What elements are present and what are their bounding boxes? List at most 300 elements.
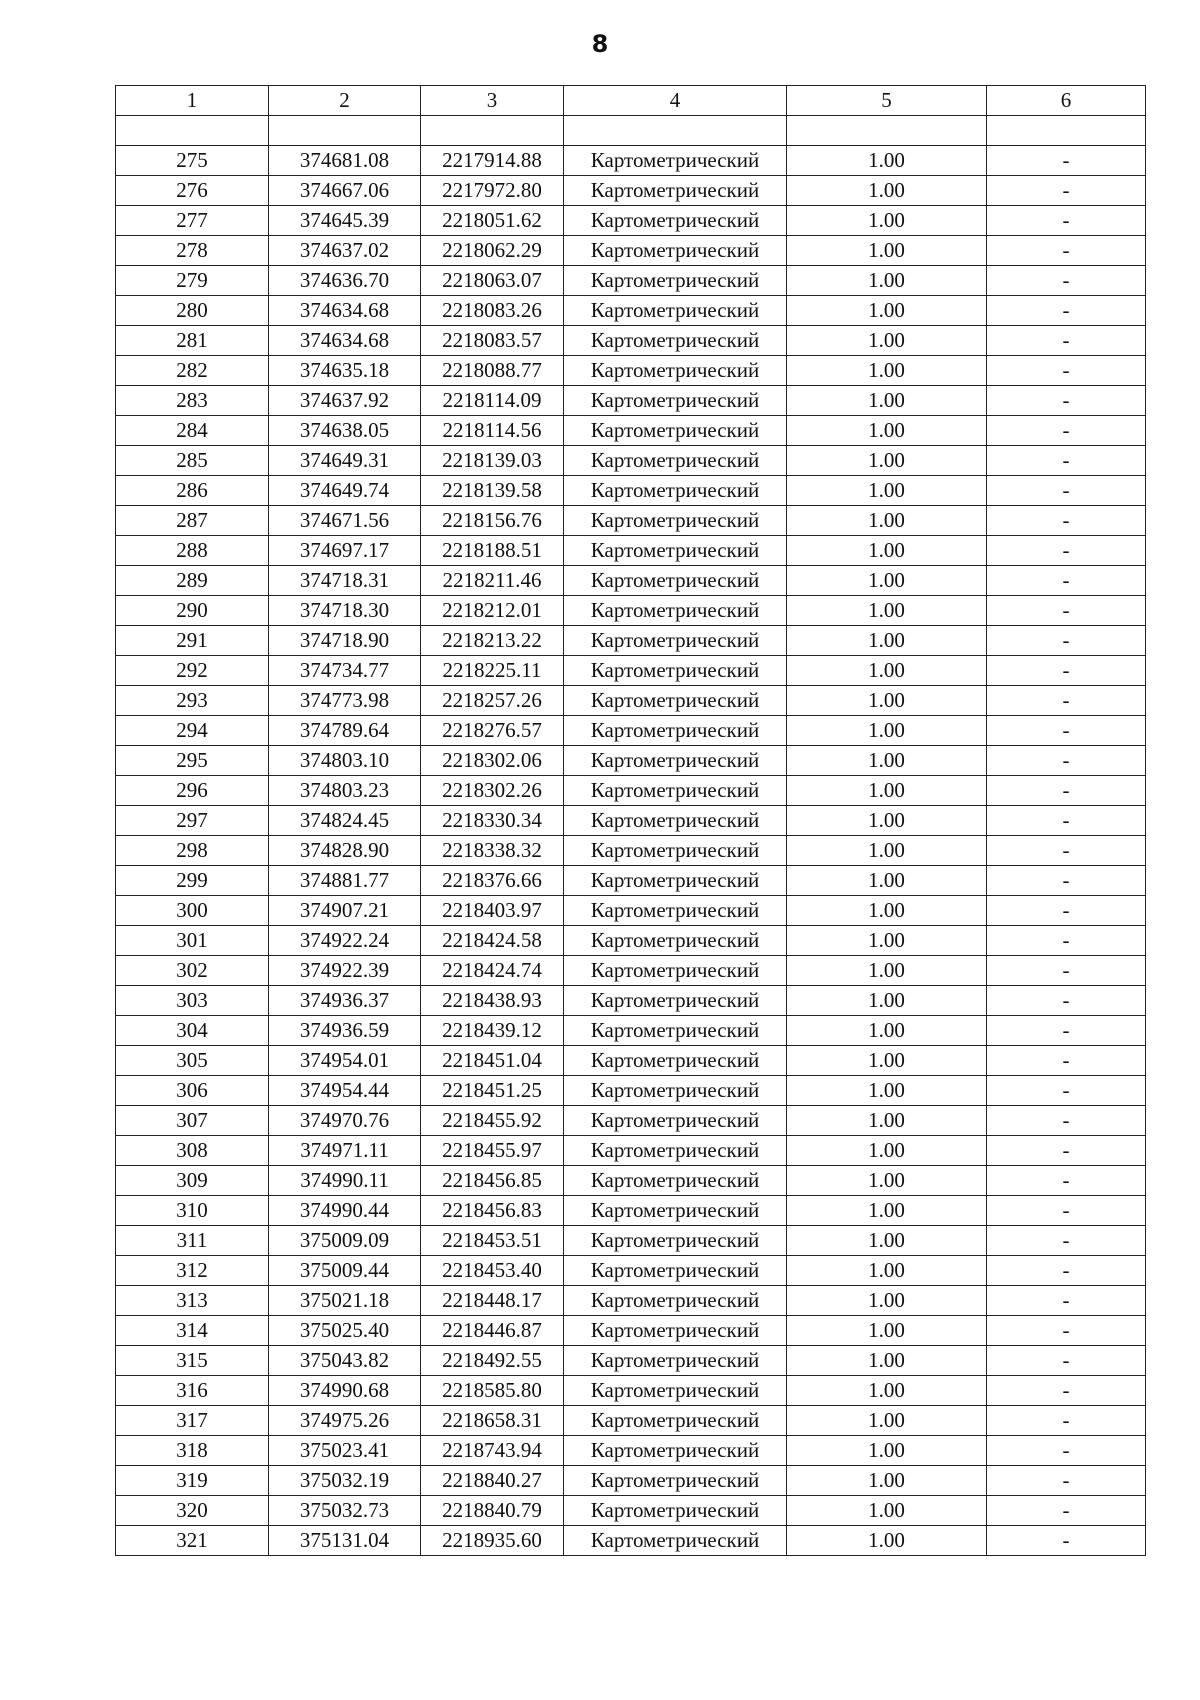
- x-coordinate-cell: 374803.10: [269, 746, 421, 776]
- x-coordinate-cell: 374634.68: [269, 326, 421, 356]
- point-number-cell: 275: [116, 146, 269, 176]
- x-coordinate-cell: 374922.24: [269, 926, 421, 956]
- accuracy-cell: 1.00: [787, 1436, 987, 1466]
- x-coordinate-cell: 374907.21: [269, 896, 421, 926]
- empty-row: [116, 116, 1146, 146]
- y-coordinate-cell: 2218212.01: [421, 596, 564, 626]
- description-cell: -: [987, 236, 1146, 266]
- accuracy-cell: 1.00: [787, 716, 987, 746]
- description-cell: -: [987, 956, 1146, 986]
- empty-cell: [787, 116, 987, 146]
- method-cell: Картометрический: [564, 446, 787, 476]
- x-coordinate-cell: 374649.74: [269, 476, 421, 506]
- accuracy-cell: 1.00: [787, 1046, 987, 1076]
- method-cell: Картометрический: [564, 1016, 787, 1046]
- empty-cell: [987, 116, 1146, 146]
- description-cell: -: [987, 746, 1146, 776]
- y-coordinate-cell: 2218051.62: [421, 206, 564, 236]
- table-row: [116, 1376, 1146, 1406]
- x-coordinate-cell: 374936.59: [269, 1016, 421, 1046]
- point-number-cell: 278: [116, 236, 269, 266]
- accuracy-cell: 1.00: [787, 206, 987, 236]
- method-cell: Картометрический: [564, 506, 787, 536]
- point-number-cell: 299: [116, 866, 269, 896]
- description-cell: -: [987, 1016, 1146, 1046]
- x-coordinate-cell: 374734.77: [269, 656, 421, 686]
- method-cell: Картометрический: [564, 596, 787, 626]
- point-number-cell: 288: [116, 536, 269, 566]
- method-cell: Картометрический: [564, 176, 787, 206]
- table-row: [116, 746, 1146, 776]
- x-coordinate-cell: 374667.06: [269, 176, 421, 206]
- point-number-cell: 312: [116, 1256, 269, 1286]
- description-cell: -: [987, 986, 1146, 1016]
- point-number-cell: 290: [116, 596, 269, 626]
- y-coordinate-cell: 2218276.57: [421, 716, 564, 746]
- coordinates-table: [115, 85, 1146, 1556]
- method-cell: Картометрический: [564, 806, 787, 836]
- method-cell: Картометрический: [564, 776, 787, 806]
- y-coordinate-cell: 2218451.25: [421, 1076, 564, 1106]
- x-coordinate-cell: 375009.09: [269, 1226, 421, 1256]
- method-cell: Картометрический: [564, 896, 787, 926]
- point-number-cell: 319: [116, 1466, 269, 1496]
- y-coordinate-cell: 2218456.85: [421, 1166, 564, 1196]
- y-coordinate-cell: 2218438.93: [421, 986, 564, 1016]
- method-cell: Картометрический: [564, 416, 787, 446]
- x-coordinate-cell: 374637.02: [269, 236, 421, 266]
- accuracy-cell: 1.00: [787, 1076, 987, 1106]
- x-coordinate-cell: 374637.92: [269, 386, 421, 416]
- table-row: [116, 566, 1146, 596]
- point-number-cell: 280: [116, 296, 269, 326]
- x-coordinate-cell: 375043.82: [269, 1346, 421, 1376]
- method-cell: Картометрический: [564, 1076, 787, 1106]
- method-cell: Картометрический: [564, 1406, 787, 1436]
- accuracy-cell: 1.00: [787, 1196, 987, 1226]
- y-coordinate-cell: 2218424.74: [421, 956, 564, 986]
- accuracy-cell: 1.00: [787, 356, 987, 386]
- x-coordinate-cell: 374990.44: [269, 1196, 421, 1226]
- point-number-cell: 291: [116, 626, 269, 656]
- y-coordinate-cell: 2218456.83: [421, 1196, 564, 1226]
- table-row: [116, 416, 1146, 446]
- description-cell: -: [987, 356, 1146, 386]
- x-coordinate-cell: 374773.98: [269, 686, 421, 716]
- method-cell: Картометрический: [564, 1316, 787, 1346]
- method-cell: Картометрический: [564, 926, 787, 956]
- empty-cell: [421, 116, 564, 146]
- table-row: [116, 986, 1146, 1016]
- description-cell: -: [987, 716, 1146, 746]
- method-cell: Картометрический: [564, 1496, 787, 1526]
- accuracy-cell: 1.00: [787, 896, 987, 926]
- table-row: [116, 1196, 1146, 1226]
- method-cell: Картометрический: [564, 1376, 787, 1406]
- point-number-cell: 305: [116, 1046, 269, 1076]
- x-coordinate-cell: 374975.26: [269, 1406, 421, 1436]
- table-body: [116, 146, 1146, 1556]
- x-coordinate-cell: 374718.30: [269, 596, 421, 626]
- x-coordinate-cell: 374990.11: [269, 1166, 421, 1196]
- method-cell: Картометрический: [564, 146, 787, 176]
- accuracy-cell: 1.00: [787, 446, 987, 476]
- y-coordinate-cell: 2218083.57: [421, 326, 564, 356]
- y-coordinate-cell: 2218211.46: [421, 566, 564, 596]
- table-row: [116, 296, 1146, 326]
- description-cell: -: [987, 1256, 1146, 1286]
- y-coordinate-cell: 2218376.66: [421, 866, 564, 896]
- method-cell: Картометрический: [564, 836, 787, 866]
- accuracy-cell: 1.00: [787, 416, 987, 446]
- x-coordinate-cell: 374954.01: [269, 1046, 421, 1076]
- page-number: 8: [591, 30, 609, 58]
- point-number-cell: 285: [116, 446, 269, 476]
- table-row: [116, 536, 1146, 566]
- x-coordinate-cell: 374970.76: [269, 1106, 421, 1136]
- point-number-cell: 298: [116, 836, 269, 866]
- point-number-cell: 321: [116, 1526, 269, 1556]
- point-number-cell: 307: [116, 1106, 269, 1136]
- method-cell: Картометрический: [564, 1046, 787, 1076]
- table-row: [116, 866, 1146, 896]
- method-cell: Картометрический: [564, 476, 787, 506]
- accuracy-cell: 1.00: [787, 236, 987, 266]
- description-cell: -: [987, 146, 1146, 176]
- accuracy-cell: 1.00: [787, 536, 987, 566]
- table-row: [116, 1076, 1146, 1106]
- x-coordinate-cell: 374881.77: [269, 866, 421, 896]
- table-row: [116, 206, 1146, 236]
- x-coordinate-cell: 374697.17: [269, 536, 421, 566]
- accuracy-cell: 1.00: [787, 1466, 987, 1496]
- y-coordinate-cell: 2218139.03: [421, 446, 564, 476]
- accuracy-cell: 1.00: [787, 776, 987, 806]
- description-cell: -: [987, 1496, 1146, 1526]
- empty-cell: [269, 116, 421, 146]
- method-cell: Картометрический: [564, 1346, 787, 1376]
- y-coordinate-cell: 2217914.88: [421, 146, 564, 176]
- accuracy-cell: 1.00: [787, 266, 987, 296]
- point-number-cell: 297: [116, 806, 269, 836]
- x-coordinate-cell: 374671.56: [269, 506, 421, 536]
- method-cell: Картометрический: [564, 1106, 787, 1136]
- method-cell: Картометрический: [564, 1196, 787, 1226]
- description-cell: -: [987, 1376, 1146, 1406]
- point-number-cell: 302: [116, 956, 269, 986]
- method-cell: Картометрический: [564, 206, 787, 236]
- description-cell: -: [987, 1226, 1146, 1256]
- y-coordinate-cell: 2218088.77: [421, 356, 564, 386]
- x-coordinate-cell: 375025.40: [269, 1316, 421, 1346]
- description-cell: -: [987, 686, 1146, 716]
- y-coordinate-cell: 2218156.76: [421, 506, 564, 536]
- table-row: [116, 626, 1146, 656]
- header-cell-3: 3: [421, 86, 564, 116]
- point-number-cell: 320: [116, 1496, 269, 1526]
- accuracy-cell: 1.00: [787, 746, 987, 776]
- table-row: [116, 386, 1146, 416]
- description-cell: -: [987, 536, 1146, 566]
- accuracy-cell: 1.00: [787, 1526, 987, 1556]
- table-row: [116, 1016, 1146, 1046]
- method-cell: Картометрический: [564, 1136, 787, 1166]
- point-number-cell: 318: [116, 1436, 269, 1466]
- point-number-cell: 295: [116, 746, 269, 776]
- y-coordinate-cell: 2218257.26: [421, 686, 564, 716]
- point-number-cell: 293: [116, 686, 269, 716]
- table-row: [116, 656, 1146, 686]
- y-coordinate-cell: 2218451.04: [421, 1046, 564, 1076]
- x-coordinate-cell: 374634.68: [269, 296, 421, 326]
- y-coordinate-cell: 2218424.58: [421, 926, 564, 956]
- description-cell: -: [987, 1046, 1146, 1076]
- x-coordinate-cell: 374718.90: [269, 626, 421, 656]
- y-coordinate-cell: 2218448.17: [421, 1286, 564, 1316]
- table-row: [116, 956, 1146, 986]
- description-cell: -: [987, 656, 1146, 686]
- method-cell: Картометрический: [564, 1256, 787, 1286]
- table-row: [116, 1346, 1146, 1376]
- table-row: [116, 446, 1146, 476]
- accuracy-cell: 1.00: [787, 866, 987, 896]
- description-cell: -: [987, 836, 1146, 866]
- table-row: [116, 326, 1146, 356]
- point-number-cell: 289: [116, 566, 269, 596]
- description-cell: -: [987, 896, 1146, 926]
- point-number-cell: 282: [116, 356, 269, 386]
- y-coordinate-cell: 2218492.55: [421, 1346, 564, 1376]
- accuracy-cell: 1.00: [787, 1406, 987, 1436]
- x-coordinate-cell: 374649.31: [269, 446, 421, 476]
- method-cell: Картометрический: [564, 986, 787, 1016]
- method-cell: Картометрический: [564, 1226, 787, 1256]
- x-coordinate-cell: 374936.37: [269, 986, 421, 1016]
- description-cell: -: [987, 206, 1146, 236]
- point-number-cell: 308: [116, 1136, 269, 1166]
- x-coordinate-cell: 374954.44: [269, 1076, 421, 1106]
- description-cell: -: [987, 806, 1146, 836]
- point-number-cell: 277: [116, 206, 269, 236]
- point-number-cell: 279: [116, 266, 269, 296]
- x-coordinate-cell: 374645.39: [269, 206, 421, 236]
- point-number-cell: 311: [116, 1226, 269, 1256]
- y-coordinate-cell: 2218083.26: [421, 296, 564, 326]
- point-number-cell: 284: [116, 416, 269, 446]
- method-cell: Картометрический: [564, 956, 787, 986]
- accuracy-cell: 1.00: [787, 1136, 987, 1166]
- table-row: [116, 476, 1146, 506]
- table-row: [116, 596, 1146, 626]
- y-coordinate-cell: 2218403.97: [421, 896, 564, 926]
- header-cell-2: 2: [269, 86, 421, 116]
- accuracy-cell: 1.00: [787, 1166, 987, 1196]
- accuracy-cell: 1.00: [787, 986, 987, 1016]
- y-coordinate-cell: 2218330.34: [421, 806, 564, 836]
- table-row: [116, 896, 1146, 926]
- table-row: [116, 926, 1146, 956]
- description-cell: -: [987, 596, 1146, 626]
- point-number-cell: 294: [116, 716, 269, 746]
- table-row: [116, 1466, 1146, 1496]
- description-cell: -: [987, 1166, 1146, 1196]
- y-coordinate-cell: 2218585.80: [421, 1376, 564, 1406]
- accuracy-cell: 1.00: [787, 1496, 987, 1526]
- table-row: [116, 1406, 1146, 1436]
- y-coordinate-cell: 2218446.87: [421, 1316, 564, 1346]
- table-row: [116, 1496, 1146, 1526]
- method-cell: Картометрический: [564, 626, 787, 656]
- point-number-cell: 306: [116, 1076, 269, 1106]
- description-cell: -: [987, 926, 1146, 956]
- description-cell: -: [987, 1406, 1146, 1436]
- point-number-cell: 287: [116, 506, 269, 536]
- header-row: [116, 86, 1146, 116]
- point-number-cell: 283: [116, 386, 269, 416]
- y-coordinate-cell: 2218302.26: [421, 776, 564, 806]
- y-coordinate-cell: 2218840.79: [421, 1496, 564, 1526]
- empty-cell: [116, 116, 269, 146]
- x-coordinate-cell: 374718.31: [269, 566, 421, 596]
- accuracy-cell: 1.00: [787, 686, 987, 716]
- y-coordinate-cell: 2218114.09: [421, 386, 564, 416]
- x-coordinate-cell: 374803.23: [269, 776, 421, 806]
- y-coordinate-cell: 2218062.29: [421, 236, 564, 266]
- accuracy-cell: 1.00: [787, 1316, 987, 1346]
- x-coordinate-cell: 375131.04: [269, 1526, 421, 1556]
- table-row: [116, 1226, 1146, 1256]
- description-cell: -: [987, 1076, 1146, 1106]
- table-row: [116, 1136, 1146, 1166]
- description-cell: -: [987, 386, 1146, 416]
- method-cell: Картометрический: [564, 1286, 787, 1316]
- header-cell-4: 4: [564, 86, 787, 116]
- accuracy-cell: 1.00: [787, 296, 987, 326]
- accuracy-cell: 1.00: [787, 1346, 987, 1376]
- y-coordinate-cell: 2218063.07: [421, 266, 564, 296]
- description-cell: -: [987, 1346, 1146, 1376]
- table-row: [116, 1166, 1146, 1196]
- accuracy-cell: 1.00: [787, 1286, 987, 1316]
- description-cell: -: [987, 176, 1146, 206]
- point-number-cell: 300: [116, 896, 269, 926]
- accuracy-cell: 1.00: [787, 146, 987, 176]
- table-row: [116, 686, 1146, 716]
- description-cell: -: [987, 326, 1146, 356]
- method-cell: Картометрический: [564, 326, 787, 356]
- description-cell: -: [987, 446, 1146, 476]
- y-coordinate-cell: 2218455.97: [421, 1136, 564, 1166]
- description-cell: -: [987, 266, 1146, 296]
- description-cell: -: [987, 1436, 1146, 1466]
- accuracy-cell: 1.00: [787, 326, 987, 356]
- y-coordinate-cell: 2218840.27: [421, 1466, 564, 1496]
- description-cell: -: [987, 1106, 1146, 1136]
- y-coordinate-cell: 2218453.51: [421, 1226, 564, 1256]
- table-row: [116, 716, 1146, 746]
- header-cell-1: 1: [116, 86, 269, 116]
- accuracy-cell: 1.00: [787, 1376, 987, 1406]
- method-cell: Картометрический: [564, 656, 787, 686]
- accuracy-cell: 1.00: [787, 806, 987, 836]
- table-row: [116, 1526, 1146, 1556]
- accuracy-cell: 1.00: [787, 176, 987, 206]
- accuracy-cell: 1.00: [787, 1106, 987, 1136]
- point-number-cell: 281: [116, 326, 269, 356]
- description-cell: -: [987, 866, 1146, 896]
- accuracy-cell: 1.00: [787, 386, 987, 416]
- accuracy-cell: 1.00: [787, 506, 987, 536]
- accuracy-cell: 1.00: [787, 836, 987, 866]
- point-number-cell: 310: [116, 1196, 269, 1226]
- method-cell: Картометрический: [564, 236, 787, 266]
- method-cell: Картометрический: [564, 356, 787, 386]
- y-coordinate-cell: 2218455.92: [421, 1106, 564, 1136]
- method-cell: Картометрический: [564, 536, 787, 566]
- x-coordinate-cell: 374681.08: [269, 146, 421, 176]
- point-number-cell: 296: [116, 776, 269, 806]
- y-coordinate-cell: 2218225.11: [421, 656, 564, 686]
- x-coordinate-cell: 374789.64: [269, 716, 421, 746]
- x-coordinate-cell: 375021.18: [269, 1286, 421, 1316]
- table-row: [116, 1316, 1146, 1346]
- description-cell: -: [987, 476, 1146, 506]
- x-coordinate-cell: 374824.45: [269, 806, 421, 836]
- y-coordinate-cell: 2218338.32: [421, 836, 564, 866]
- description-cell: -: [987, 506, 1146, 536]
- table-row: [116, 1106, 1146, 1136]
- table-row: [116, 506, 1146, 536]
- accuracy-cell: 1.00: [787, 1016, 987, 1046]
- method-cell: Картометрический: [564, 566, 787, 596]
- header-cell-5: 5: [787, 86, 987, 116]
- point-number-cell: 303: [116, 986, 269, 1016]
- method-cell: Картометрический: [564, 1526, 787, 1556]
- method-cell: Картометрический: [564, 1166, 787, 1196]
- y-coordinate-cell: 2218188.51: [421, 536, 564, 566]
- accuracy-cell: 1.00: [787, 926, 987, 956]
- method-cell: Картометрический: [564, 266, 787, 296]
- table-row: [116, 1286, 1146, 1316]
- method-cell: Картометрический: [564, 296, 787, 326]
- x-coordinate-cell: 375009.44: [269, 1256, 421, 1286]
- y-coordinate-cell: 2217972.80: [421, 176, 564, 206]
- x-coordinate-cell: 374636.70: [269, 266, 421, 296]
- y-coordinate-cell: 2218302.06: [421, 746, 564, 776]
- empty-cell: [564, 116, 787, 146]
- accuracy-cell: 1.00: [787, 596, 987, 626]
- description-cell: -: [987, 296, 1146, 326]
- y-coordinate-cell: 2218114.56: [421, 416, 564, 446]
- point-number-cell: 317: [116, 1406, 269, 1436]
- accuracy-cell: 1.00: [787, 656, 987, 686]
- x-coordinate-cell: 375023.41: [269, 1436, 421, 1466]
- point-number-cell: 276: [116, 176, 269, 206]
- method-cell: Картометрический: [564, 1466, 787, 1496]
- description-cell: -: [987, 776, 1146, 806]
- accuracy-cell: 1.00: [787, 566, 987, 596]
- accuracy-cell: 1.00: [787, 1256, 987, 1286]
- x-coordinate-cell: 374638.05: [269, 416, 421, 446]
- table-row: [116, 236, 1146, 266]
- point-number-cell: 301: [116, 926, 269, 956]
- description-cell: -: [987, 1286, 1146, 1316]
- method-cell: Картометрический: [564, 686, 787, 716]
- x-coordinate-cell: 375032.73: [269, 1496, 421, 1526]
- accuracy-cell: 1.00: [787, 626, 987, 656]
- point-number-cell: 314: [116, 1316, 269, 1346]
- y-coordinate-cell: 2218439.12: [421, 1016, 564, 1046]
